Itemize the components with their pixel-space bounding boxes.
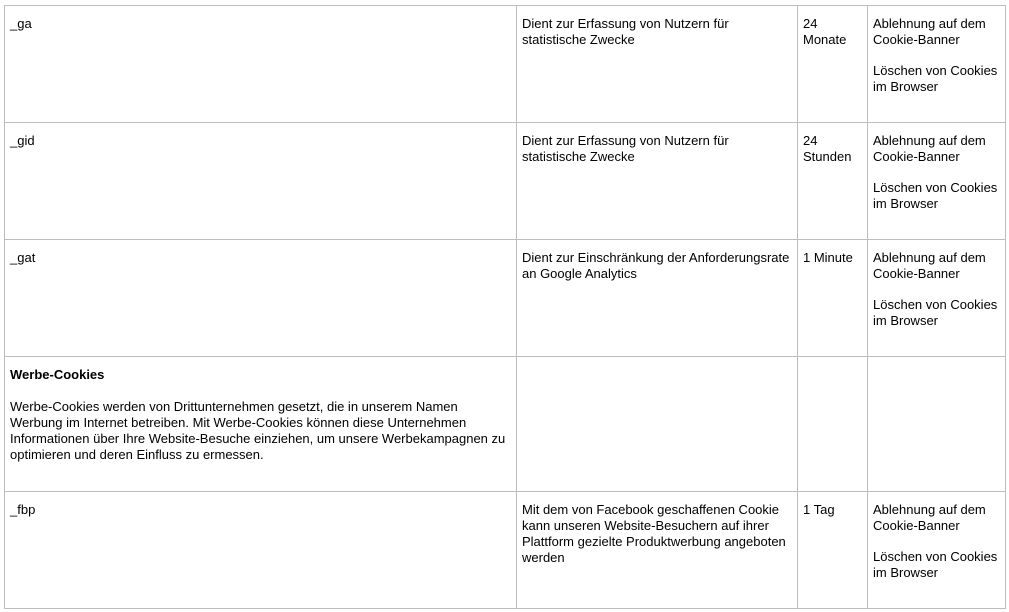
section-row — [5, 357, 1006, 492]
section-cell — [5, 357, 517, 492]
cookie-optout-cell — [868, 492, 1006, 609]
cookie-name-cell: _gid — [5, 123, 517, 240]
optout-banner-text: Ablehnung auf dem Cookie-Banner — [873, 250, 986, 281]
cookie-duration-cell: 1 Tag — [798, 492, 868, 609]
optout-browser-text: Löschen von Cookies im Browser — [873, 549, 998, 580]
optout-browser-text: Löschen von Cookies im Browser — [873, 180, 998, 211]
cookie-purpose-cell: Dient zur Einschränkung der Anforderungsrate an Google Analytics — [517, 240, 798, 357]
table-row — [5, 123, 1006, 240]
empty-cell — [868, 357, 1006, 492]
section-description: Werbe-Cookies werden von Drittunternehmen gesetzt, die in unserem Namen Werbung im Internet betreiben. Mit Werbe-Cookies können diese Unternehmen Informationen über Ihre Website-Besuche einziehen, um unsere Werbekampagnen zu optimieren und deren Einfluss zu ermessen. — [10, 399, 506, 462]
optout-browser-text: Löschen von Cookies im Browser — [873, 63, 998, 94]
cookie-optout-cell — [868, 123, 1006, 240]
optout-banner-text: Ablehnung auf dem Cookie-Banner — [873, 133, 986, 164]
optout-banner-text: Ablehnung auf dem Cookie-Banner — [873, 16, 986, 47]
table-row — [5, 6, 1006, 123]
table-row — [5, 492, 1006, 609]
cookie-table — [4, 5, 1006, 609]
cookie-name-cell: _fbp — [5, 492, 517, 609]
table-row — [5, 240, 1006, 357]
cookie-purpose-cell: Mit dem von Facebook geschaffenen Cookie kann unseren Website-Besuchern auf ihrer Plattform gezielte Produktwerbung angeboten werden — [517, 492, 798, 609]
cookie-name-cell: _ga — [5, 6, 517, 123]
optout-browser-text: Löschen von Cookies im Browser — [873, 297, 998, 328]
section-title: Werbe-Cookies — [10, 367, 105, 382]
empty-cell — [798, 357, 868, 492]
cookie-duration-cell: 1 Minute — [798, 240, 868, 357]
cookie-purpose-cell: Dient zur Erfassung von Nutzern für statistische Zwecke — [517, 123, 798, 240]
cookie-duration-cell: 24 Monate — [798, 6, 868, 123]
cookie-optout-cell — [868, 6, 1006, 123]
optout-banner-text: Ablehnung auf dem Cookie-Banner — [873, 502, 986, 533]
empty-cell — [517, 357, 798, 492]
cookie-optout-cell — [868, 240, 1006, 357]
cookie-purpose-cell: Dient zur Erfassung von Nutzern für statistische Zwecke — [517, 6, 798, 123]
cookie-duration-cell: 24 Stunden — [798, 123, 868, 240]
cookie-name-cell: _gat — [5, 240, 517, 357]
